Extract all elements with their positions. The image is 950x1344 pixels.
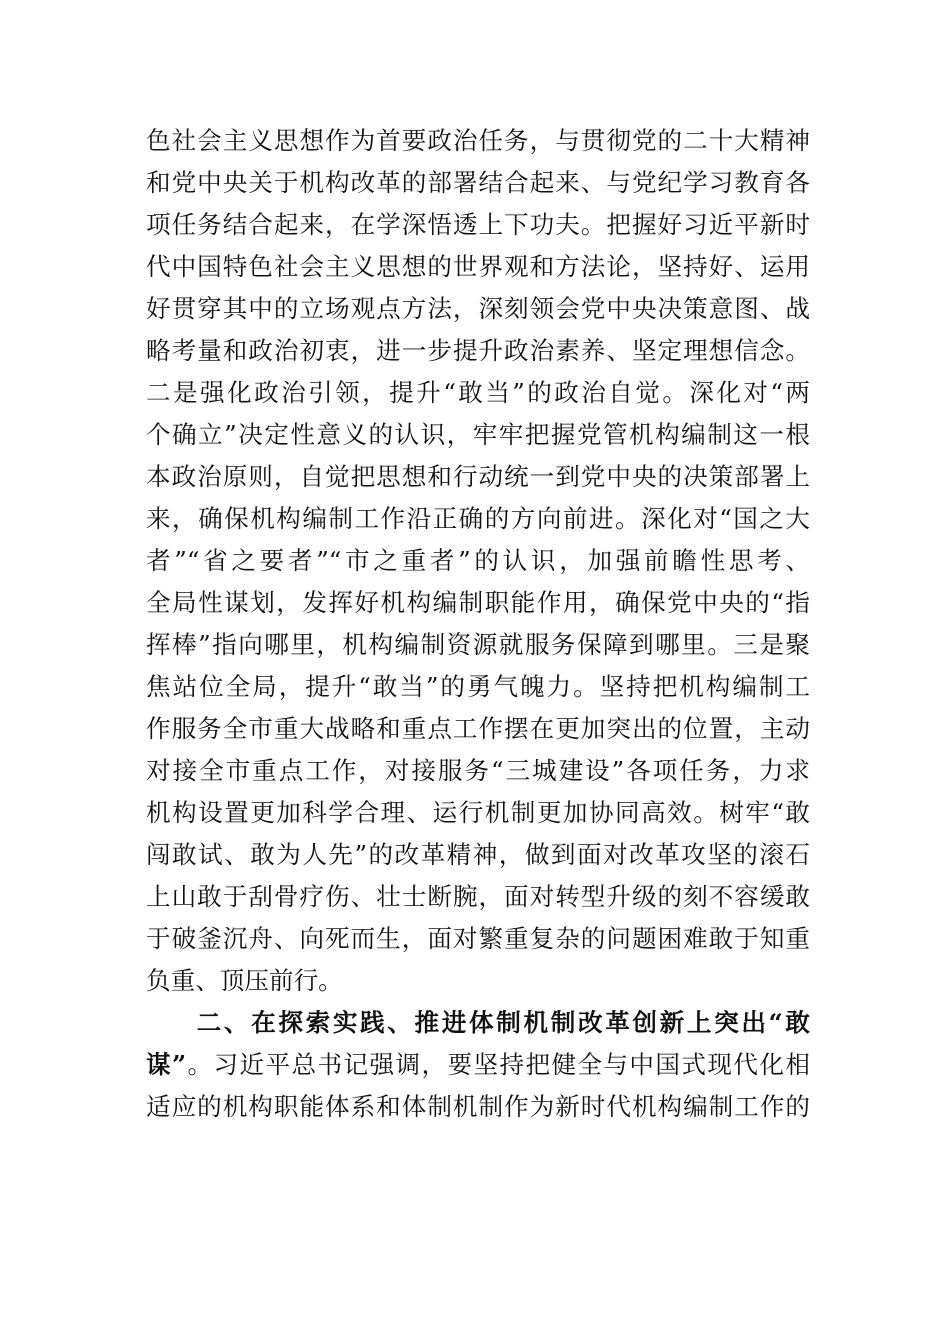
text-line: 和党中央关于机构改革的部署结合起来、与党纪学习教育各 [146,168,810,197]
text-run: 。习近平总书记强调，要坚持把健全与中国式现代化相 [186,1050,810,1079]
text-line: 闯敢试、敢为人先”的改革精神，做到面对改革攻坚的滚石 [146,840,810,869]
text-line: 色社会主义思想作为首要政治任务，与贯彻党的二十大精神 [146,126,810,155]
text-line [146,1044,810,1086]
text-line: 机构设置更加科学合理、运行机制更加协同高效。树牢“敢 [146,798,810,827]
section-heading: 二、在探索实践、推进体制机制改革创新上突出“敢 [194,1008,810,1037]
document-body [146,120,810,1128]
text-line: 来，确保机构编制工作沿正确的方向前进。深化对“国之大 [146,504,810,533]
text-line: 焦站位全局，提升“敢当”的勇气魄力。坚持把机构编制工 [146,672,810,701]
text-line: 略考量和政治初衷，进一步提升政治素养、坚定理想信念。 [146,336,810,365]
section-heading-line [146,1002,810,1044]
section-heading-end: 谋” [146,1050,187,1079]
text-line: 适应的机构职能体系和体制机制作为新时代机构编制工作的 [146,1092,810,1121]
text-line: 对接全市重点工作，对接服务“三城建设”各项任务，力求 [146,756,810,785]
text-line: 于破釜沉舟、向死而生，面对繁重复杂的问题困难敢于知重 [146,924,810,953]
text-line: 二是强化政治引领，提升“敢当”的政治自觉。深化对“两 [146,378,810,407]
text-line: 上山敢于刮骨疗伤、壮士断腕，面对转型升级的刻不容缓敢 [146,882,810,911]
text-line: 个确立”决定性意义的认识，牢牢把握党管机构编制这一根 [146,420,810,449]
text-line: 负重、顶压前行。 [146,966,343,995]
text-line: 代中国特色社会主义思想的世界观和方法论，坚持好、运用 [146,252,810,281]
text-line: 者”“省之要者”“市之重者”的认识，加强前瞻性思考、 [146,546,810,575]
text-line: 项任务结合起来，在学深悟透上下功夫。把握好习近平新时 [146,210,810,239]
text-line: 作服务全市重大战略和重点工作摆在更加突出的位置，主动 [146,714,810,743]
text-line: 好贯穿其中的立场观点方法，深刻领会党中央决策意图、战 [146,294,810,323]
text-line: 挥棒”指向哪里，机构编制资源就服务保障到哪里。三是聚 [146,630,810,659]
text-line: 本政治原则，自觉把思想和行动统一到党中央的决策部署上 [146,462,810,491]
text-line: 全局性谋划，发挥好机构编制职能作用，确保党中央的“指 [146,588,810,617]
